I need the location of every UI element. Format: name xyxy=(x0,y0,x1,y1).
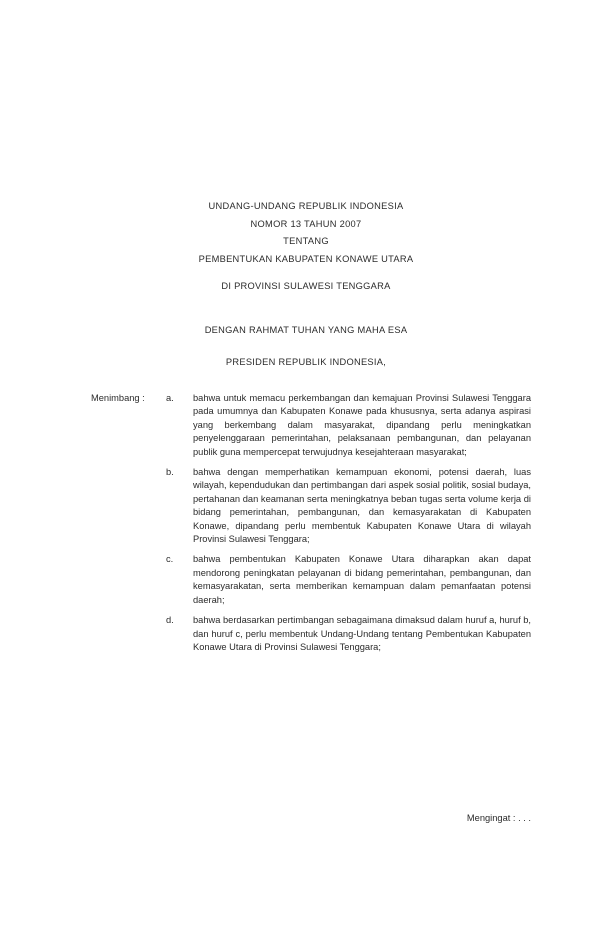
invocation-line-president: PRESIDEN REPUBLIK INDONESIA, xyxy=(225,356,387,367)
title-line-number: NOMOR 13 TAHUN 2007 xyxy=(250,218,362,229)
considering-text-d: bahwa berdasarkan pertimbangan sebagaimana dimaksud dalam huruf a, huruf b, dan huruf c, perlu membentuk Undang-Undang tentang Pembentukan Kabupaten Konawe Utara di Provinsi Sulawesi Tenggara; xyxy=(193,615,531,652)
title-line-subject: PEMBENTUKAN KABUPATEN KONAWE UTARA xyxy=(198,253,414,264)
considering-text-c: bahwa pembentukan Kabupaten Konawe Utara diharapkan akan dapat mendorong peningkatan pelayanan di bidang pemerintahan, pembangunan, dan kemasyarakatan, serta memberikan kemampuan dalam pemanfaatan potensi daerah; xyxy=(193,554,531,605)
title-line-province: DI PROVINSI SULAWESI TENGGARA xyxy=(221,281,391,292)
considering-marker-a: a. xyxy=(166,393,174,403)
invocation-line-blessing: DENGAN RAHMAT TUHAN YANG MAHA ESA xyxy=(204,325,408,335)
title-line-act-type: UNDANG-UNDANG REPUBLIK INDONESIA xyxy=(208,201,404,211)
considering-marker-d: d. xyxy=(166,615,174,626)
considering-item-c xyxy=(91,553,531,607)
considering-label: Menimbang : xyxy=(91,393,145,403)
title-line-about: TENTANG xyxy=(283,236,329,247)
page-catchword: Mengingat : . . . xyxy=(466,813,531,823)
considering-item-a xyxy=(91,392,531,459)
considering-marker-b: b. xyxy=(166,467,174,478)
document-title-block xyxy=(0,198,612,296)
considering-marker-c: c. xyxy=(166,554,174,565)
invocation-block xyxy=(0,322,612,371)
considering-text-a: bahwa untuk memacu perkembangan dan kemajuan Provinsi Sulawesi Tenggara pada umumnya dan Kabupaten Konawe pada khususnya, serta adanya aspirasi yang berkembang dalam masyarakat, dipandang perlu meningkatkan penyelenggaraan pemerintahan, pelaksanaan pembangunan, dan pelayanan publik guna mempercepat terwujudnya kesejahteraan masyarakat; xyxy=(193,393,531,457)
considering-text-b: bahwa dengan memperhatikan kemampuan ekonomi, potensi daerah, luas wilayah, kependudukan dan pertimbangan dari aspek sosial politik, sosial budaya, pertahanan dan keamanan serta meningkatnya beban tugas serta volume kerja di bidang pemerintahan, pembangunan, dan kemasyarakatan di Kabupaten Konawe, dipandang perlu membentuk Kabupaten Konawe Utara di wilayah Provinsi Sulawesi Tenggara; xyxy=(193,467,531,545)
considering-item-b xyxy=(91,466,531,546)
considering-item-d xyxy=(91,614,531,654)
considering-section xyxy=(91,392,531,654)
